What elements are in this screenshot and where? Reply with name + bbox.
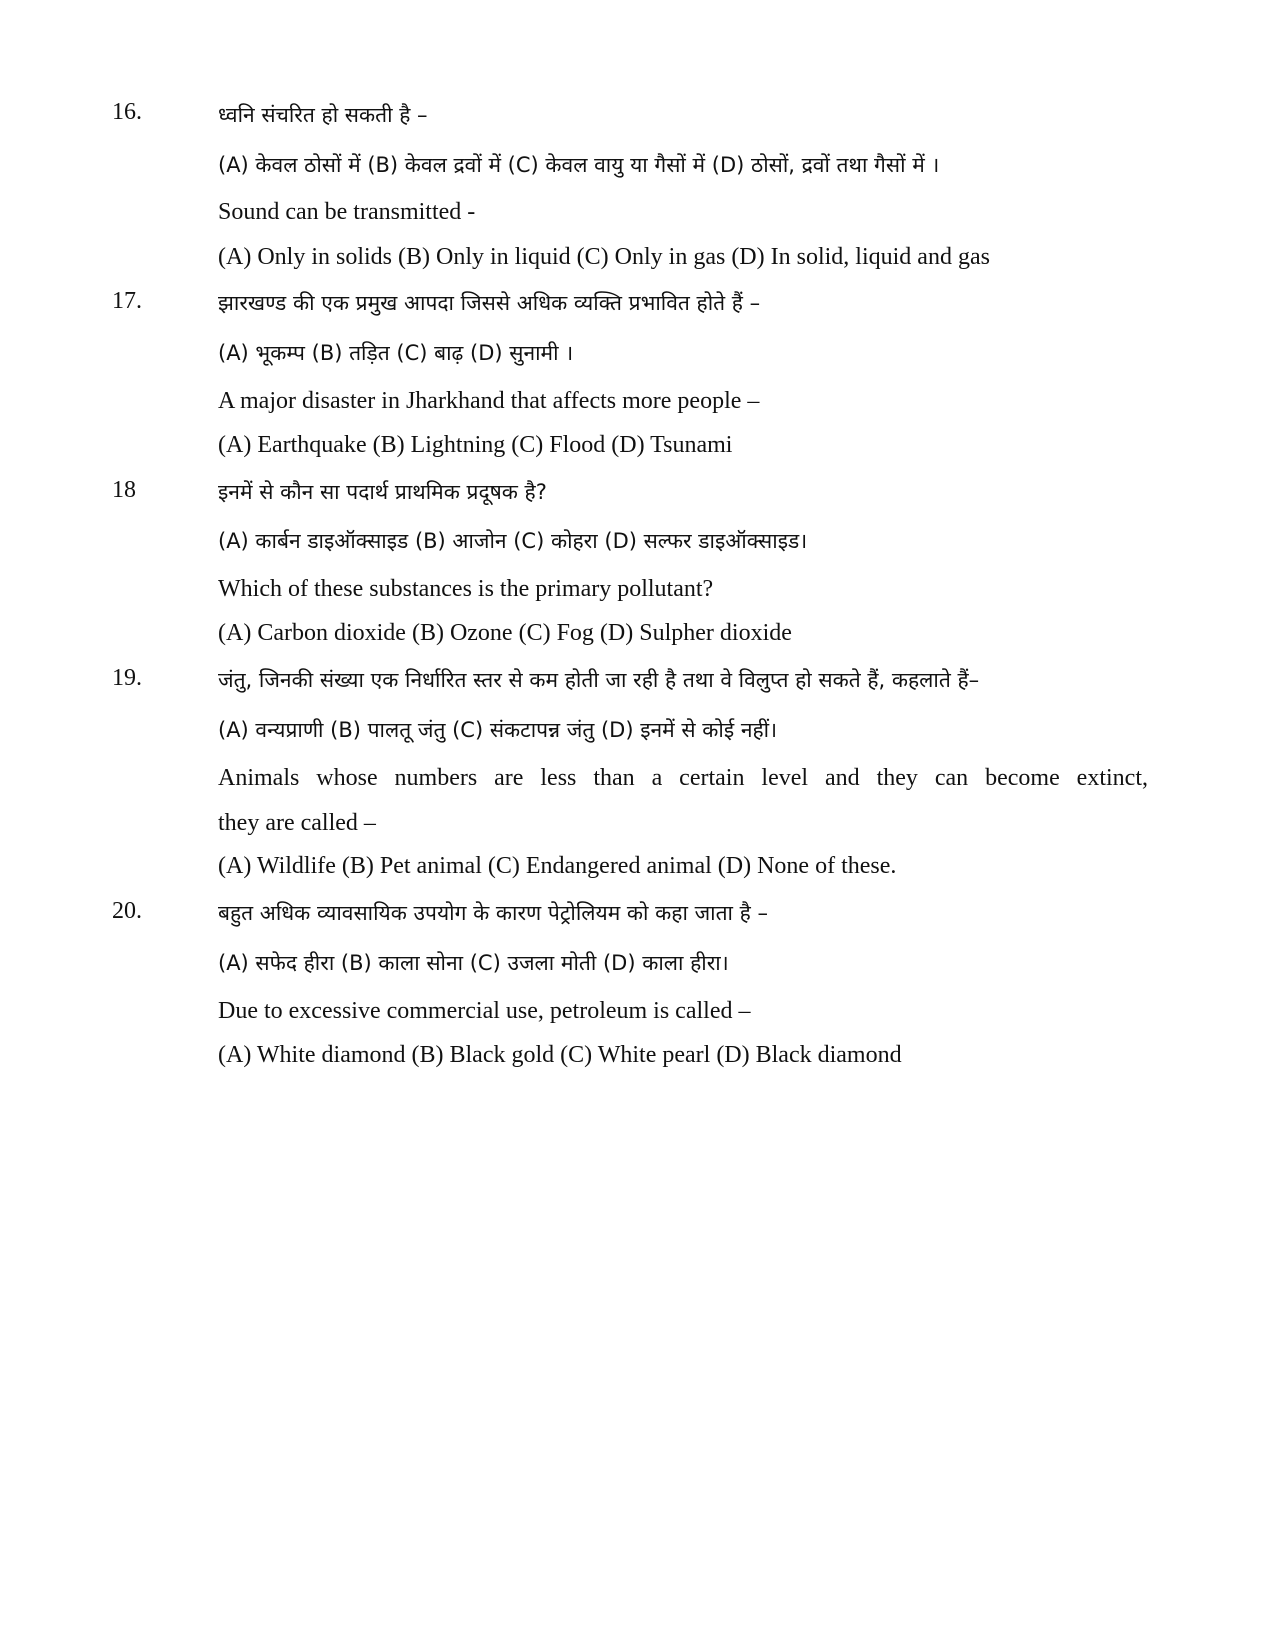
question-text-english-line1: Animals whose numbers are less than a certain level and they can become extinct, xyxy=(218,765,1148,791)
question-number: 17. xyxy=(112,288,142,314)
question-number: 16. xyxy=(112,99,142,125)
options-english: (A) Carbon dioxide (B) Ozone (C) Fog (D) Sulpher dioxide xyxy=(218,620,792,646)
question-text-english: Sound can be transmitted - xyxy=(218,199,476,225)
options-english: (A) Only in solids (B) Only in liquid (C) Only in gas (D) In solid, liquid and gas xyxy=(218,244,990,270)
question-text-english-line2: they are called – xyxy=(218,810,376,836)
question-text-hindi: इनमें से कौन सा पदार्थ प्राथमिक प्रदूषक है? xyxy=(218,480,547,504)
options-english: (A) Earthquake (B) Lightning (C) Flood (D) Tsunami xyxy=(218,432,733,458)
question-text-english: Due to excessive commercial use, petroleum is called – xyxy=(218,998,751,1024)
options-hindi: (A) कार्बन डाइऑक्साइड (B) आजोन (C) कोहरा (D) सल्फर डाइऑक्साइड। xyxy=(218,529,808,553)
question-number: 18 xyxy=(112,477,136,503)
options-hindi xyxy=(218,150,939,180)
options-hindi: (A) भूकम्प (B) तड़ित (C) बाढ़ (D) सुनामी । xyxy=(218,341,574,365)
question-text-hindi: ध्वनि संचरित हो सकती है – xyxy=(218,103,428,127)
question-text-hindi: झारखण्ड की एक प्रमुख आपदा जिससे अधिक व्यक्ति प्रभावित होते हैं – xyxy=(218,291,761,315)
options-hindi: (A) सफेद हीरा (B) काला सोना (C) उजला मोती (D) काला हीरा। xyxy=(218,951,729,975)
options-english: (A) Wildlife (B) Pet animal (C) Endangered animal (D) None of these. xyxy=(218,853,897,879)
question-text-english: A major disaster in Jharkhand that affects more people – xyxy=(218,388,760,414)
question-text-hindi: बहुत अधिक व्यावसायिक उपयोग के कारण पेट्रोलियम को कहा जाता है – xyxy=(218,901,769,925)
question-text-hindi: जंतु, जिनकी संख्या एक निर्धारित स्तर से कम होती जा रही है तथा वे विलुप्त हो सकते हैं, कहलाते हैं– xyxy=(218,668,980,692)
question-text-english: Which of these substances is the primary pollutant? xyxy=(218,576,714,602)
options-english: (A) White diamond (B) Black gold (C) White pearl (D) Black diamond xyxy=(218,1042,902,1068)
options-hindi-text: (A) केवल ठोसों में (B) केवल द्रवों में (C) केवल वायु या गैसों में (D) ठोसों, द्रवों तथा गैसों में । xyxy=(218,153,940,177)
question-number: 20. xyxy=(112,898,142,924)
options-hindi: (A) वन्यप्राणी (B) पालतू जंतु (C) संकटापन्न जंतु (D) इनमें से कोई नहीं। xyxy=(218,718,778,742)
question-number: 19. xyxy=(112,665,142,691)
